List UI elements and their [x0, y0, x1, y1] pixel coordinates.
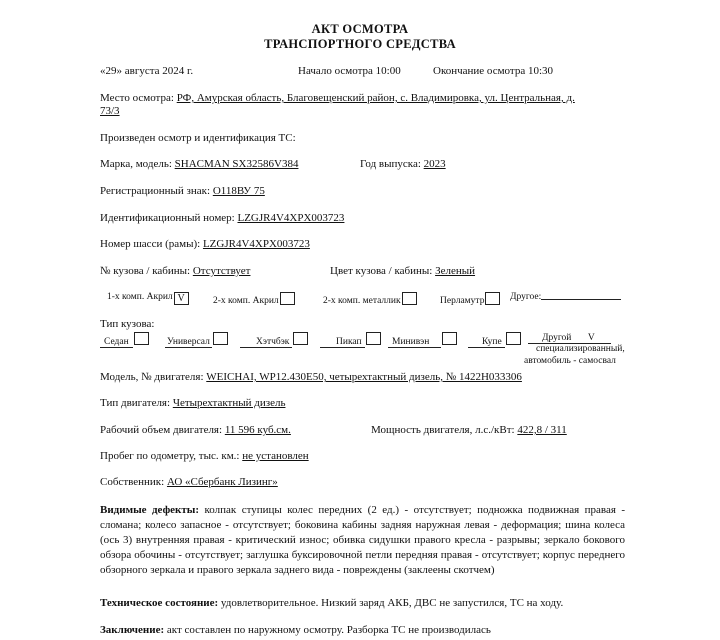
make-label: Марка, модель: [100, 158, 172, 170]
body-type-other-mark[interactable]: V [571, 333, 611, 344]
engine-type-value: Четырехтактный дизель [172, 397, 286, 409]
conclusion-row [100, 624, 491, 636]
body-type-other [528, 332, 611, 344]
place-row [100, 92, 575, 104]
inspection-start: Начало осмотра 10:00 [298, 65, 401, 77]
tech-value: удовлетворительное. Низкий заряд АКБ, ДВС не запустился, ТС на ходу. [220, 597, 564, 609]
paint-opt-3 [323, 292, 417, 306]
mileage-value: не установлен [242, 450, 309, 462]
body-type-other-note-2: автомобиль - самосвал [524, 356, 616, 366]
body-type-pickup-checkbox[interactable] [366, 332, 381, 345]
tech-label: Техническое состояние: [100, 597, 219, 609]
body-type-other-note-1: специализированный, [536, 344, 625, 354]
year-value: 2023 [423, 158, 446, 170]
mileage-row [100, 450, 309, 462]
color-value: Зеленый [435, 265, 476, 277]
owner-row [100, 476, 278, 488]
engine-model-label: Модель, № двигателя: [100, 371, 204, 383]
year-label: Год выпуска: [360, 158, 421, 170]
reg-row [100, 185, 265, 197]
engine-model-value: WEICHAI, WP12.430E50, четырехтактный дизель, № 1422H033306 [206, 371, 522, 383]
body-type-minivan-checkbox[interactable] [442, 332, 457, 345]
body-number-row [100, 265, 250, 277]
reg-value: О118ВУ 75 [212, 185, 265, 197]
title-line-2: ТРАНСПОРТНОГО СРЕДСТВА [264, 37, 456, 51]
make-value: SHACMAN SX32586V384 [174, 158, 299, 170]
make-row [100, 158, 298, 170]
paint-opt-2 [213, 292, 295, 306]
body-type-coupe [468, 332, 521, 348]
paint-opt-2-checkbox[interactable] [280, 292, 295, 305]
power-row [371, 424, 567, 436]
year-row [360, 158, 446, 170]
chassis-value: LZGJR4V4XPX003723 [202, 238, 310, 250]
paint-opt-5-label: Другое: [510, 292, 542, 302]
defects-paragraph [100, 503, 625, 578]
body-type-coupe-label: Купе [468, 337, 505, 348]
paint-opt-1-checkbox[interactable]: V [174, 292, 189, 305]
title-line-1: АКТ ОСМОТРА [311, 22, 409, 36]
paint-opt-1 [107, 292, 189, 305]
paint-opt-4-checkbox[interactable] [485, 292, 500, 305]
paint-opt-5 [510, 292, 621, 302]
body-type-hatch [240, 332, 308, 348]
inspection-end: Окончание осмотра 10:30 [433, 65, 554, 77]
body-type-label: Тип кузова: [100, 318, 155, 330]
paint-opt-4 [440, 292, 500, 306]
body-type-hatch-checkbox[interactable] [293, 332, 308, 345]
body-type-coupe-checkbox[interactable] [506, 332, 521, 345]
body-type-minivan [388, 332, 457, 348]
body-type-minivan-label: Минивэн [388, 337, 441, 348]
paint-opt-4-label: Перламутр [440, 296, 485, 306]
tech-row [100, 597, 563, 609]
body-type-universal-checkbox[interactable] [213, 332, 228, 345]
volume-row [100, 424, 291, 436]
vin-value: LZGJR4V4XPX003723 [237, 212, 345, 224]
color-label: Цвет кузова / кабины: [330, 265, 433, 277]
chassis-label: Номер шасси (рамы): [100, 238, 201, 250]
reg-label: Регистрационный знак: [100, 185, 211, 197]
intro-text: Произведен осмотр и идентификация ТС: [100, 132, 296, 144]
body-type-hatch-label: Хэтчбэк [240, 337, 292, 348]
engine-type-label: Тип двигателя: [100, 397, 171, 409]
power-label: Мощность двигателя, л.с./кВт: [371, 424, 515, 436]
body-type-sedan [100, 332, 149, 348]
inspection-date: «29» августа 2024 г. [100, 65, 194, 77]
volume-value: 11 596 куб.см. [224, 424, 291, 436]
body-type-universal-label: Универсал [167, 337, 210, 347]
body-number-label: № кузова / кабины: [100, 265, 191, 277]
body-type-universal [165, 332, 228, 348]
body-type-pickup-label: Пикап [320, 337, 365, 348]
defects-label: Видимые дефекты: [100, 504, 200, 516]
paint-opt-3-label: 2-х комп. металлик [323, 296, 401, 306]
place-value-1: РФ, Амурская область, Благовещенский район, с. Владимировка, ул. Центральная, д. [176, 92, 575, 104]
vin-row [100, 212, 344, 224]
color-row [330, 265, 475, 277]
body-number-value: Отсутствует [192, 265, 251, 277]
vin-label: Идентификационный номер: [100, 212, 235, 224]
conclusion-value: акт составлен по наружному осмотру. Разборка ТС не производилась [166, 624, 491, 636]
paint-opt-2-label: 2-х комп. Акрил [213, 296, 279, 306]
chassis-row [100, 238, 310, 250]
place-label: Место осмотра: [100, 92, 174, 104]
body-type-sedan-checkbox[interactable] [134, 332, 149, 345]
body-type-pickup [320, 332, 381, 348]
defects-value: колпак ступицы колес передних (2 ед.) - отсутствует; подножка подвижная правая - сломана; колесо запасное - отсутствует; боковина кабины задняя наружная левая - деформация; шина колеса (ось 3) внутренняя правая - критический износ; обивка сидушки правого кресла - разрывы; зеркало бокового обзора обочины - отсутствует; заглушка буксировочной петли передняя правая - отсутствует; корпус переднего обзорного зеркала и правого зеркала заднего вида - повреждены (заклеены скотчем) [100, 504, 626, 576]
volume-label: Рабочий объем двигателя: [100, 424, 223, 436]
body-type-other-label: Другой [528, 333, 571, 344]
owner-label: Собственник: [100, 476, 165, 488]
mileage-label: Пробег по одометру, тыс. км.: [100, 450, 240, 462]
engine-type-row [100, 397, 285, 409]
engine-model-row [100, 371, 522, 383]
paint-opt-3-checkbox[interactable] [402, 292, 417, 305]
owner-value: АО «Сбербанк Лизинг» [166, 476, 278, 488]
body-type-sedan-label: Седан [100, 337, 133, 348]
paint-opt-1-label: 1-х комп. Акрил [107, 292, 173, 302]
place-value-2: 73/3 [100, 105, 120, 117]
conclusion-label: Заключение: [100, 624, 165, 636]
power-value: 422,8 / 311 [517, 424, 567, 436]
paint-other-line[interactable] [541, 299, 621, 300]
